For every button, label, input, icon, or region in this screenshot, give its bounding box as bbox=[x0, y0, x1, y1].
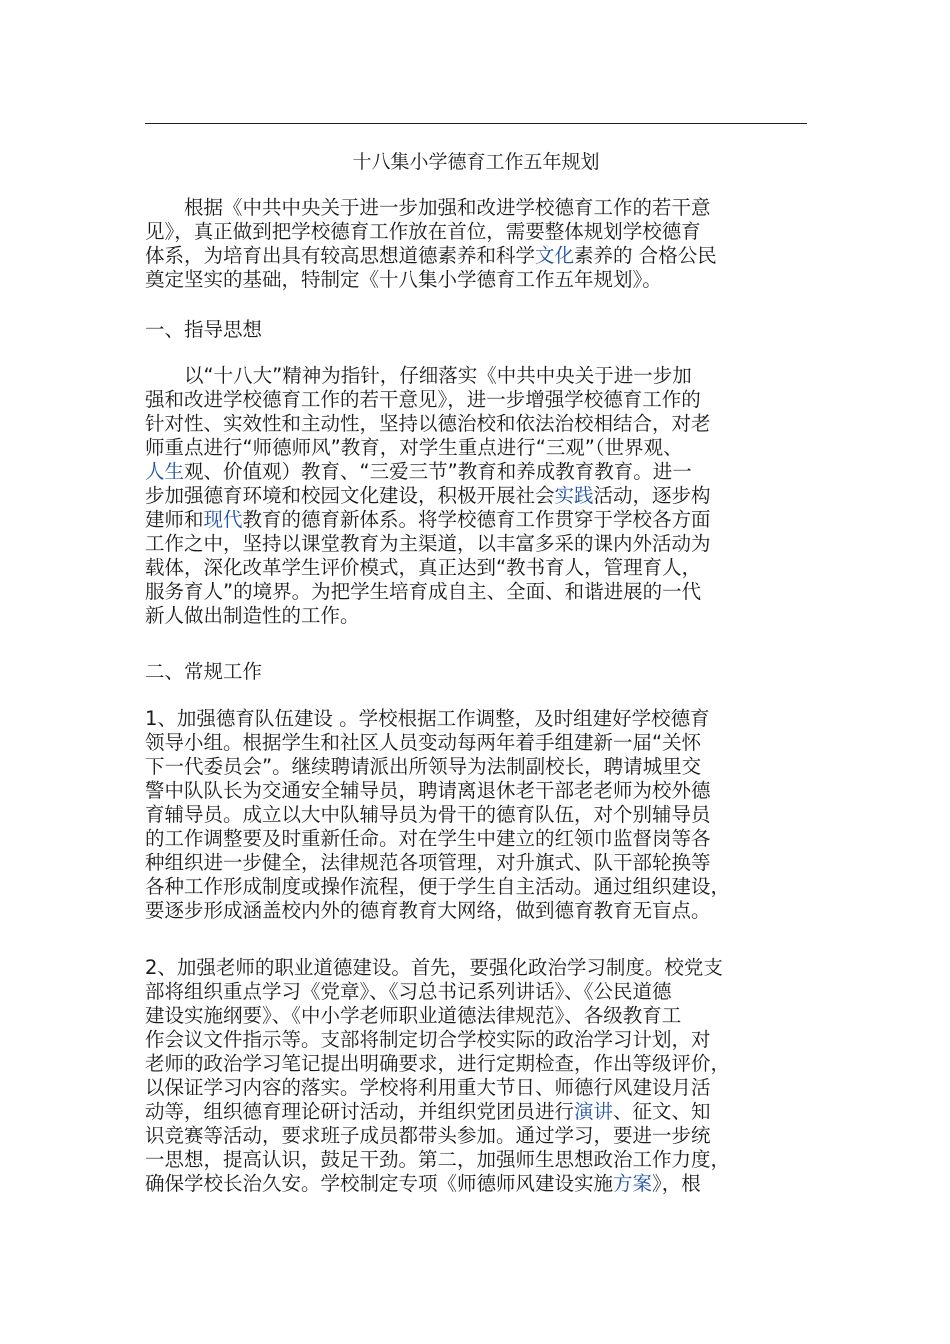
text-run: 》，根 bbox=[652, 1172, 701, 1195]
text-line bbox=[145, 1028, 807, 1052]
text-run: 确保学校长治久安。学校制定专项《师德师风建设实施 bbox=[145, 1172, 614, 1195]
text-run: 下一代委员会”。继续聘请派出所领导为法制副校长，聘请城里交 bbox=[145, 755, 702, 778]
text-line bbox=[145, 755, 807, 779]
text-line bbox=[145, 731, 807, 755]
text-run: 师重点进行“师德师风”教育，对学生重点进行“三观”（世界观、 bbox=[145, 436, 683, 459]
text-run: 见》，真正做到把学校德育工作放在首位，需要整体规划学校德育 bbox=[145, 220, 701, 243]
item2-paragraph bbox=[145, 956, 807, 1196]
text-run: 育辅导员。成立以大中队辅导员为骨干的德育队伍，对个别辅导员 bbox=[145, 803, 711, 826]
inline-link[interactable]: 方案 bbox=[613, 1172, 653, 1195]
text-run: 奠定坚实的基础，特制定《十八集小学德育工作五年规划》。 bbox=[145, 268, 662, 291]
text-line bbox=[145, 827, 807, 851]
text-run: 领导小组。根据学生和社区人员变动每两年着手组建新一届“关怀 bbox=[145, 731, 702, 754]
text-line bbox=[145, 436, 807, 460]
text-line bbox=[145, 1172, 807, 1196]
text-run: 针对性、实效性和主动性，坚持以德治校和依法治校相结合，对老 bbox=[145, 412, 711, 435]
text-run: 警中队队长为交通安全辅导员，聘请离退休老干部老老师为校外德 bbox=[145, 779, 711, 802]
text-line bbox=[145, 268, 807, 292]
inline-link[interactable]: 现代 bbox=[203, 508, 243, 531]
text-line bbox=[145, 875, 807, 899]
text-run: 要逐步形成涵盖校内外的德育教育大网络，做到德育教育无盲点。 bbox=[145, 899, 711, 922]
text-line bbox=[145, 1004, 807, 1028]
section-heading-routine: 二、常规工作 bbox=[145, 660, 263, 683]
text-line bbox=[145, 1124, 807, 1148]
text-line bbox=[145, 532, 807, 556]
guiding-paragraph bbox=[145, 364, 807, 628]
text-run: 识竞赛等活动，要求班子成员都带头参加。通过学习，要进一步统 bbox=[145, 1124, 711, 1147]
text-run: 步加强德育环境和校园文化建设，积极开展社会 bbox=[145, 484, 555, 507]
text-run: 的工作调整要及时重新任命。对在学生中建立的红领巾监督岗等各 bbox=[145, 827, 711, 850]
text-run: 观、价值观）教育、“三爱三节”教育和养成教育教育。进一 bbox=[184, 460, 692, 483]
text-line bbox=[145, 412, 807, 436]
text-run: 以保证学习内容的落实。学校将利用重大节日、师德行风建设月活 bbox=[145, 1076, 711, 1099]
text-line bbox=[145, 196, 807, 220]
text-line bbox=[145, 1148, 807, 1172]
text-line bbox=[145, 220, 807, 244]
text-line bbox=[145, 779, 807, 803]
text-line bbox=[145, 508, 807, 532]
text-run: 体系，为培育出具有较高思想道德素养和科学 bbox=[145, 244, 536, 267]
text-run: 新人做出制造性的工作。 bbox=[145, 604, 360, 627]
text-run: 种组织进一步健全，法律规范各项管理，对升旗式、队干部轮换等 bbox=[145, 851, 711, 874]
inline-link[interactable]: 人生 bbox=[145, 460, 185, 483]
text-line bbox=[145, 244, 807, 268]
text-line bbox=[145, 851, 807, 875]
text-run: 工作之中，坚持以课堂教育为主渠道，以丰富多采的课内外活动为 bbox=[145, 532, 711, 555]
text-line bbox=[145, 484, 807, 508]
text-line bbox=[145, 388, 807, 412]
intro-paragraph bbox=[145, 196, 807, 292]
text-line bbox=[145, 364, 807, 388]
text-run: 载体，深化改革学生评价模式，真正达到“教书育人，管理育人， bbox=[145, 556, 702, 579]
text-line bbox=[145, 580, 807, 604]
inline-link[interactable]: 演讲 bbox=[574, 1100, 614, 1123]
text-run: 作会议文件指示等。支部将制定切合学校实际的政治学习计划，对 bbox=[145, 1028, 711, 1051]
text-run: 各种工作形成制度或操作流程，便于学生自主活动。通过组织建设， bbox=[145, 875, 731, 898]
text-run: 1、加强德育队伍建设 。学校根据工作调整，及时组建好学校德育 bbox=[145, 707, 710, 730]
text-run: 教育的德育新体系。将学校德育工作贯穿于学校各方面 bbox=[242, 508, 711, 531]
section-heading-guiding: 一、指导思想 bbox=[145, 318, 263, 341]
text-line bbox=[145, 604, 807, 628]
text-line bbox=[145, 1100, 807, 1124]
text-run: 建师和 bbox=[145, 508, 204, 531]
text-run: 素养的 合格公民 bbox=[574, 244, 717, 267]
text-line bbox=[145, 956, 807, 980]
text-line bbox=[145, 899, 807, 923]
text-line bbox=[145, 460, 807, 484]
text-line bbox=[145, 556, 807, 580]
text-run: 动等，组织德育理论研讨活动，并组织党团员进行 bbox=[145, 1100, 575, 1123]
text-run: 2、加强老师的职业道德建设。首先，要强化政治学习制度。校党支 bbox=[145, 956, 723, 979]
item1-paragraph bbox=[145, 707, 807, 923]
header-rule bbox=[145, 123, 807, 124]
text-run: 、征文、知 bbox=[613, 1100, 711, 1123]
text-line bbox=[145, 1052, 807, 1076]
text-line bbox=[145, 803, 807, 827]
inline-link[interactable]: 实践 bbox=[554, 484, 594, 507]
text-line bbox=[145, 707, 807, 731]
text-run: 活动，逐步构 bbox=[593, 484, 711, 507]
document-title: 十八集小学德育工作五年规划 bbox=[352, 151, 600, 173]
text-run: 服务育人”的境界。为把学生培育成自主、全面、和谐进展的一代 bbox=[145, 580, 702, 603]
text-line bbox=[145, 1076, 807, 1100]
text-run: 老师的政治学习笔记提出明确要求，进行定期检查，作出等级评价， bbox=[145, 1052, 731, 1075]
text-run: 建设实施纲要》、《中小学老师职业道德法律规范》、各级教育工 bbox=[145, 1004, 682, 1027]
text-run: 强和改进学校德育工作的若干意见》，进一步增强学校德育工作的 bbox=[145, 388, 701, 411]
text-run: 以“十八大”精神为指针，仔细落实《中共中央关于进一步加 bbox=[145, 364, 692, 387]
text-run: 一思想，提高认识，鼓足干劲。第二，加强师生思想政治工作力度， bbox=[145, 1148, 731, 1171]
text-run: 根据《中共中央关于进一步加强和改进学校德育工作的若干意 bbox=[145, 196, 711, 219]
inline-link[interactable]: 文化 bbox=[535, 244, 575, 267]
text-line bbox=[145, 980, 807, 1004]
text-run: 部将组织重点学习《党章》、《习总书记系列讲话》、《公民道德 bbox=[145, 980, 672, 1003]
